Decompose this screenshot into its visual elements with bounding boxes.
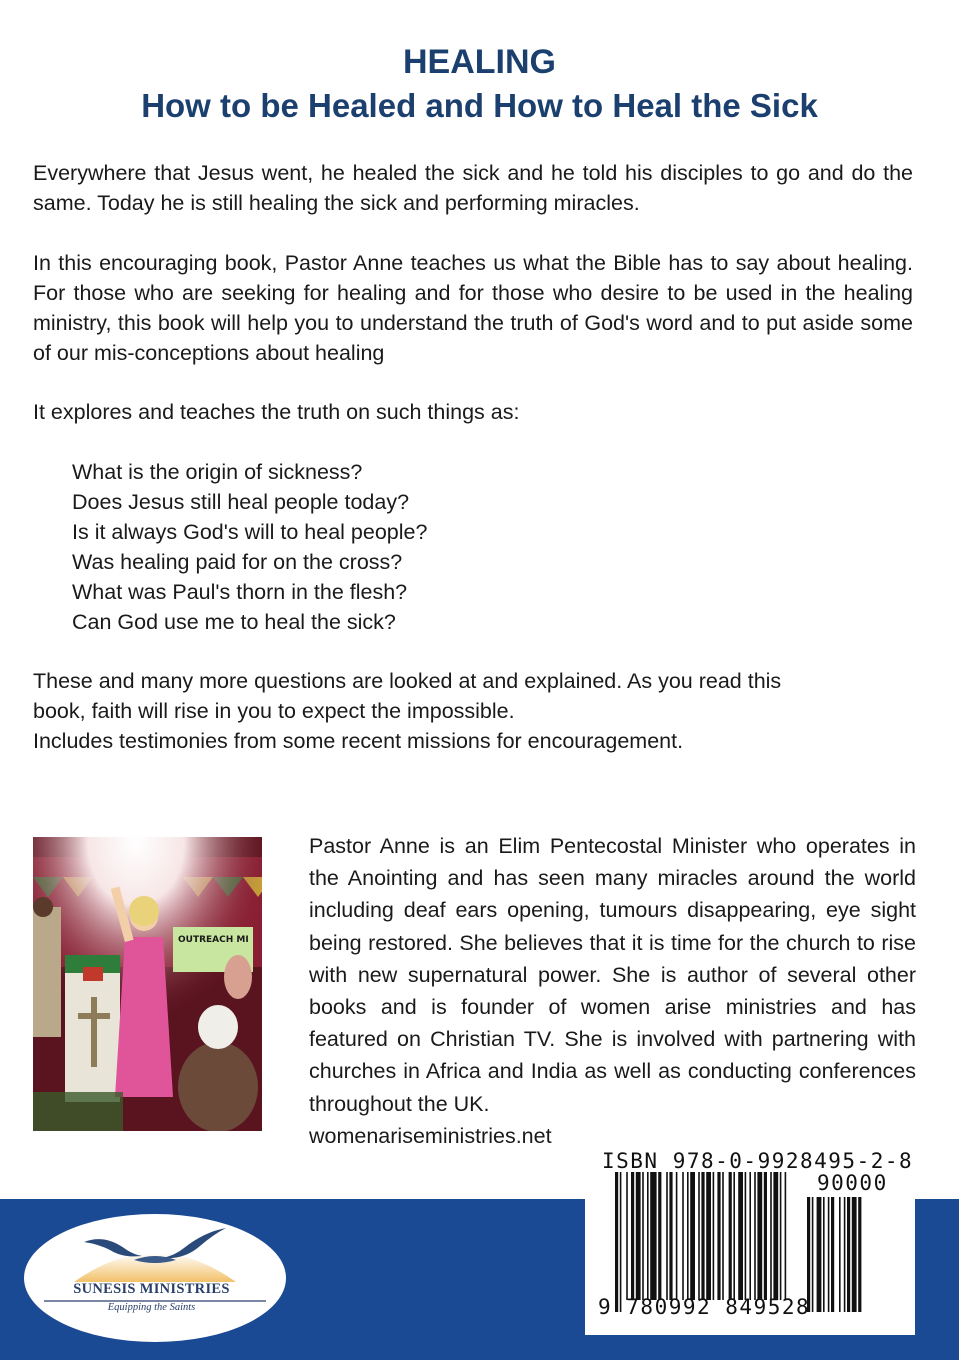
barcode-bar xyxy=(770,1172,772,1300)
barcode-bar xyxy=(713,1172,715,1300)
barcode-bar xyxy=(650,1172,656,1300)
left-figure-head xyxy=(33,897,53,917)
author-bio xyxy=(309,830,916,1120)
price-addon: 90000 xyxy=(817,1171,888,1195)
barcode-bar xyxy=(706,1172,711,1300)
barcode-bar xyxy=(626,1172,628,1300)
closing-paragraph xyxy=(33,666,913,756)
plants xyxy=(33,1092,123,1131)
addon-bar xyxy=(852,1197,857,1312)
question-item: Was healing paid for on the cross? xyxy=(72,550,403,574)
question-item: Does Jesus still heal people today? xyxy=(72,490,410,514)
closing-line: book, faith will rise in you to expect the impossible. xyxy=(33,699,515,723)
publisher-name: SUNESIS MINISTRIES xyxy=(73,1281,230,1297)
publisher-logo xyxy=(24,1214,286,1342)
question-item: Can God use me to heal the sick? xyxy=(72,610,396,634)
speaker-hair xyxy=(129,896,159,926)
barcode-bar xyxy=(658,1172,661,1300)
author-photo-illustration xyxy=(33,837,262,1131)
barcode-bar xyxy=(647,1172,649,1300)
addon-bar xyxy=(817,1197,822,1312)
ean-number: 9 780992 849528 xyxy=(598,1295,811,1319)
closing-line: Includes testimonies from some recent missions for encouragement. xyxy=(33,729,684,753)
isbn-number: ISBN 978-0-9928495-2-8 xyxy=(602,1149,914,1173)
barcode-bar xyxy=(785,1172,787,1300)
barcode-bar xyxy=(687,1172,689,1300)
right-dove-icon xyxy=(162,1228,226,1258)
barcode-bar xyxy=(701,1172,704,1300)
barcode-bar xyxy=(757,1172,762,1300)
questions-list xyxy=(72,457,427,637)
author-bio-text: Pastor Anne is an Elim Pentecostal Minister who operates in the Anointing and has seen many miracles around the world including deaf ears opening, tumours disappearing, eye sight being restored. She believes that it is time for the church to rise with new supernatural power. She is author of several other books and is founder of women arise ministries and has featured on Christian TV. She is involved with partnering with churches in Africa and India as well as conducting conferences throughout the UK. xyxy=(309,834,916,1116)
intro-paragraph xyxy=(33,158,913,218)
barcode-bar xyxy=(764,1172,767,1300)
addon-bar xyxy=(823,1197,825,1312)
seated-figure xyxy=(178,1042,258,1131)
barcode-bar xyxy=(690,1172,695,1300)
title-block xyxy=(0,40,959,128)
barcode-bar xyxy=(717,1172,720,1300)
question-item: What was Paul's thorn in the flesh? xyxy=(72,580,408,604)
speaker-dress xyxy=(115,937,173,1097)
seated-figure-headscarf xyxy=(198,1005,238,1049)
intro-paragraph-text: Everywhere that Jesus went, he healed the sick and he told his disciples to go and do the same. Today he is still healing the sick and performing miracles. xyxy=(33,161,913,215)
right-figure xyxy=(224,955,252,999)
left-dove-icon xyxy=(84,1239,142,1256)
barcode-bar xyxy=(733,1172,735,1300)
author-photo xyxy=(33,837,262,1131)
pulpit-emblem xyxy=(83,967,103,981)
addon-bar xyxy=(828,1197,830,1312)
addon-bar xyxy=(858,1197,861,1312)
pulpit-cross-vertical xyxy=(91,997,97,1067)
barcode-bar xyxy=(631,1172,634,1300)
question-item: What is the origin of sickness? xyxy=(72,460,363,484)
barcode-bar xyxy=(698,1172,700,1300)
pulpit-cross-horizontal xyxy=(78,1013,110,1019)
description-paragraph xyxy=(33,248,913,368)
barcode-bar xyxy=(669,1172,672,1300)
barcode-bar xyxy=(636,1172,641,1300)
barcode-bar xyxy=(666,1172,668,1300)
barcode-bar xyxy=(682,1172,684,1300)
barcode-bar xyxy=(676,1172,678,1300)
addon-bar xyxy=(844,1197,846,1312)
topics-intro xyxy=(33,397,913,427)
barcode-bar xyxy=(642,1172,644,1300)
publisher-tagline: Equipping the Saints xyxy=(107,1302,196,1313)
publisher-logo-graphic xyxy=(24,1214,286,1342)
barcode-bar xyxy=(754,1172,756,1300)
barcode-bar xyxy=(738,1172,743,1300)
description-paragraph-text: In this encouraging book, Pastor Anne teaches us what the Bible has to say about healing. For those who are seeking for healing and for those who desire to be used in the healing ministry, this book will help you to understand the truth of God's word and to put aside some of our mis-conceptions about healing xyxy=(33,251,913,365)
barcode-bar xyxy=(722,1172,724,1300)
closing-line: These and many more questions are looked at and explained. As you read this xyxy=(33,669,782,693)
photo-banner-text: OUTREACH MI xyxy=(178,935,249,945)
addon-bar xyxy=(839,1197,841,1312)
barcode-bar xyxy=(620,1172,622,1312)
addon-bar xyxy=(812,1197,814,1312)
barcode-bar xyxy=(729,1172,732,1300)
barcode-bar xyxy=(615,1172,618,1312)
left-figure xyxy=(33,907,61,1037)
barcode-bar xyxy=(749,1172,751,1300)
author-website[interactable]: womenariseministries.net xyxy=(309,1124,552,1148)
addon-bar xyxy=(831,1197,834,1312)
book-subtitle: How to be Healed and How to Heal the Sick xyxy=(141,87,818,124)
question-item: Is it always God's will to heal people? xyxy=(72,520,428,544)
book-title: HEALING xyxy=(403,43,556,81)
barcode-bar xyxy=(745,1172,747,1300)
barcode-bar xyxy=(780,1172,782,1300)
addon-bar xyxy=(847,1197,850,1312)
barcode-bar xyxy=(773,1172,778,1300)
topics-intro-text: It explores and teaches the truth on such things as: xyxy=(33,400,520,424)
